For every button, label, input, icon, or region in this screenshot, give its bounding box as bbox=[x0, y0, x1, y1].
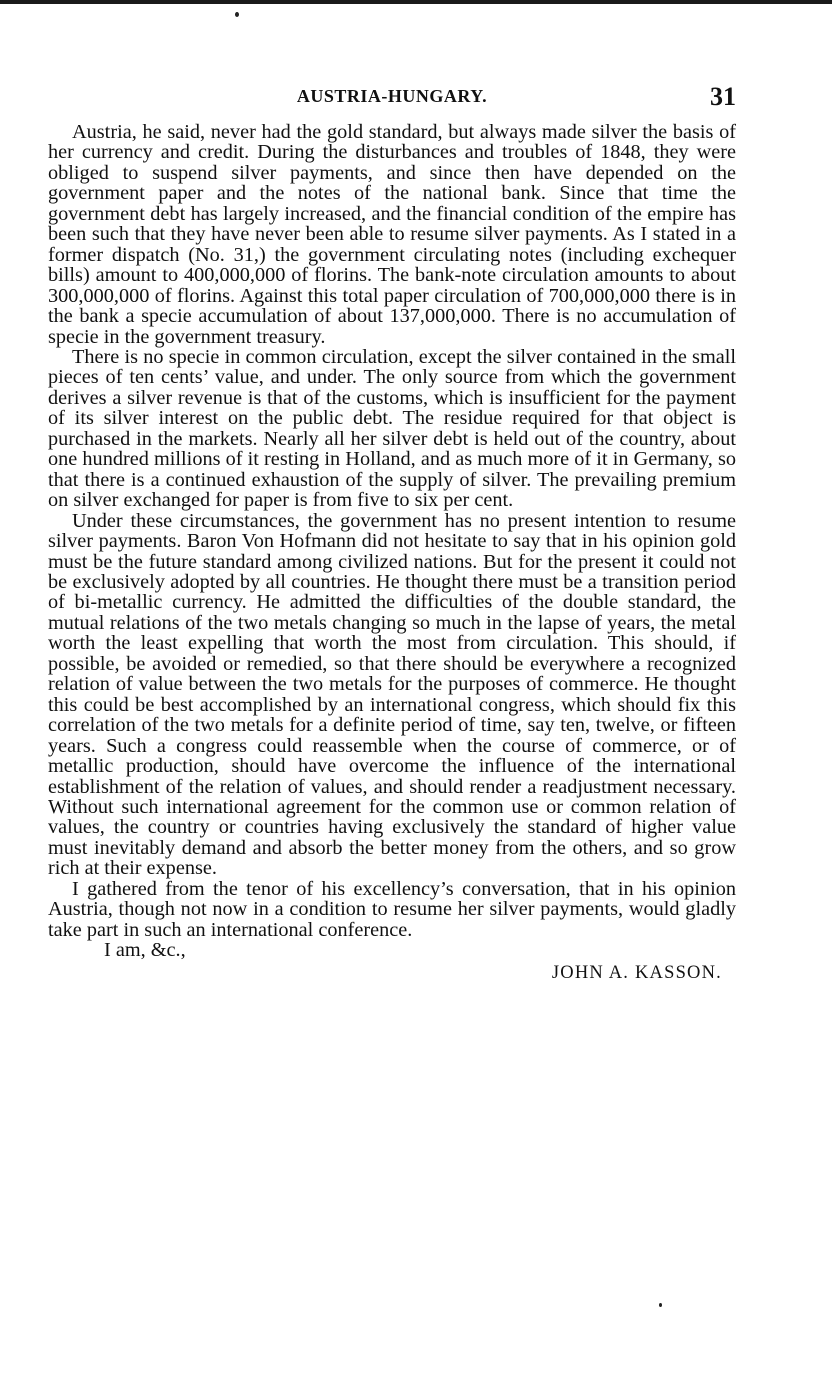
document-page bbox=[48, 82, 736, 985]
running-title: AUSTRIA-HUNGARY. bbox=[296, 86, 488, 106]
paragraph: Under these circumstances, the government has no present intention to resume silver payments. Baron Von Hofmann did not hesitate to say that in his opinion gold must be the future standard among civilized nations. But for the present it could not be exclusively adopted by all countries. He thought there must be a transition period of bi-metallic currency. He admitted the difficulties of the double standard, the mutual relations of the two metals changing so much in the lapse of years, the metal worth the least expelling that worth the most from circulation. This should, if possible, be avoided or remedied, so that there should be everywhere a recognized relation of value between the two metals for the purposes of commerce. He thought this could be best accomplished by an international congress, which should fix this correlation of the two metals for a definite period of time, say ten, twelve, or fifteen years. Such a congress could reassemble when the course of commerce, or of metallic production, should have overcome the influence of the international establishment of the relation of values, and should render a readjustment necessary. Without such international agreement for the common use or common relation of values, the country or countries having exclusively the standard of higher value must inevitably demand and absorb the better money from the others, and so grow rich at their expense. bbox=[48, 509, 736, 880]
paragraph: Austria, he said, never had the gold standard, but always made silver the basis of her currency and credit. During the disturbances and troubles of 1848, they were obliged to suspend silver payments, and since then have depended on the government paper and the notes of the national bank. Since that time the government debt has largely increased, and the financial condition of the empire has been such that they have never been able to resume silver payments. As I stated in a former dispatch (No. 31,) the government circulating notes (including exchequer bills) amount to 400,000,000 of florins. The bank-note circulation amounts to about 300,000,000 of florins. Against this total paper circulation of 700,000,000 there is in the bank a specie accumulation of about 137,000,000. There is no accumulation of specie in the government treasury. bbox=[48, 121, 736, 348]
ink-speck bbox=[235, 12, 239, 17]
page-number: 31 bbox=[710, 82, 736, 111]
body-text bbox=[48, 122, 736, 940]
signature: JOHN A. KASSON. bbox=[551, 962, 722, 983]
paragraph: There is no specie in common circulation, except the silver contained in the small pieces of ten cents’ value, and under. The only source from which the government derives a silver revenue is that of the customs, which is insufficient for the payment of its silver interest on the public debt. The residue required for that object is purchased in the markets. Nearly all her silver debt is held out of the country, about one hundred millions of it resting in Holland, and as much more of it in Germany, so that there is a continued exhaustion of the supply of silver. The prevailing premium on silver exchanged for paper is from five to six per cent. bbox=[48, 345, 736, 512]
ink-speck bbox=[659, 1303, 662, 1307]
closing-salutation: I am, &c., bbox=[104, 939, 186, 962]
running-head bbox=[48, 82, 736, 116]
paragraph: I gathered from the tenor of his excellency’s conversation, that in his opinion Austria, though not now in a condition to resume her silver payments, would gladly take part in such an international conference. bbox=[48, 877, 736, 941]
page-top-rule bbox=[0, 0, 832, 4]
